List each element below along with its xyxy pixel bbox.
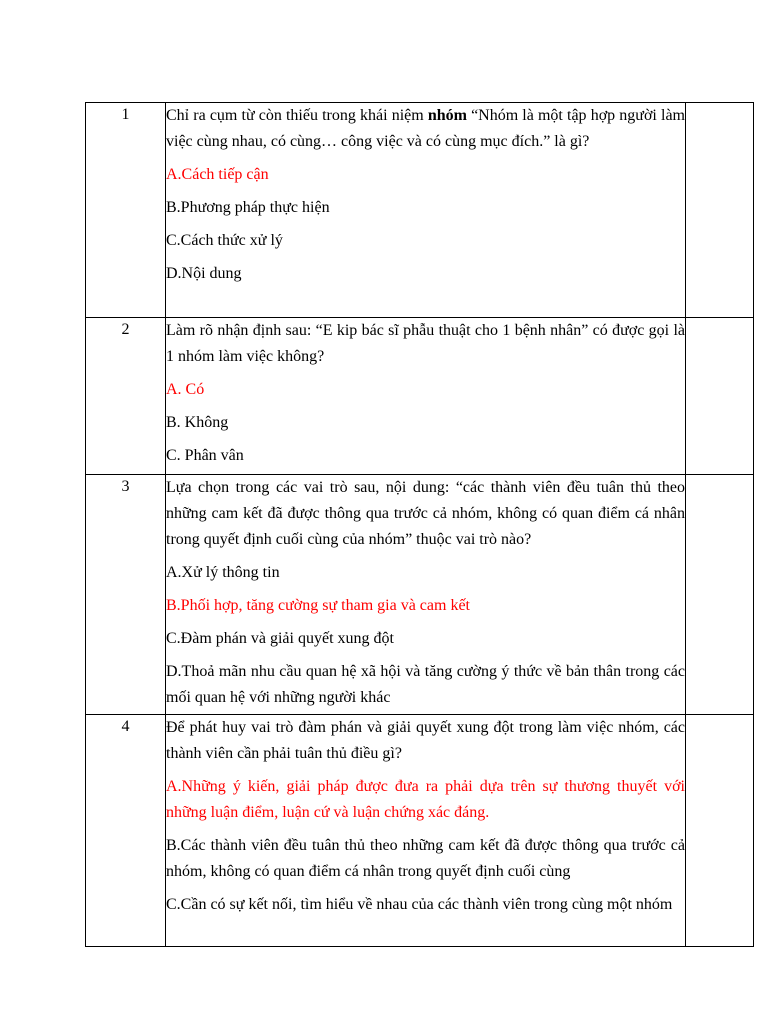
question-number: 1	[86, 103, 166, 318]
answer-option: C. Phân vân	[166, 447, 244, 464]
question-content	[166, 318, 686, 475]
answer-option-correct: A.Cách tiếp cận	[166, 166, 269, 183]
question-number: 2	[86, 318, 166, 475]
quiz-table	[85, 102, 754, 947]
question-text-part: Chỉ ra cụm từ còn thiếu trong khái niệm	[166, 107, 428, 124]
empty-cell	[686, 318, 754, 475]
question-text: Làm rõ nhận định sau: “E kip bác sĩ phẫu thuật cho 1 bệnh nhân” có được gọi là 1 nhóm làm việc không?	[166, 322, 685, 365]
question-row	[86, 475, 754, 715]
question-content	[166, 715, 686, 947]
answer-option: C.Cần có sự kết nối, tìm hiểu về nhau của các thành viên trong cùng một nhóm	[166, 896, 673, 913]
question-text: Lựa chọn trong các vai trò sau, nội dung: “các thành viên đều tuân thủ theo những cam kết đã được thông qua trước cả nhóm, không có quan điểm cá nhân trong quyết định cuối cùng của nhóm” thuộc vai trò nào?	[166, 479, 685, 548]
answer-option: D.Nội dung	[166, 265, 242, 282]
answer-option-correct: A. Có	[166, 381, 205, 398]
answer-option: B.Phương pháp thực hiện	[166, 199, 330, 216]
answer-option-correct: B.Phối hợp, tăng cường sự tham gia và cam kết	[166, 597, 470, 614]
empty-cell	[686, 103, 754, 318]
question-content	[166, 475, 686, 715]
question-number: 4	[86, 715, 166, 947]
question-keyword: nhóm	[427, 107, 467, 124]
question-row	[86, 103, 754, 318]
answer-option: B.Các thành viên đều tuân thủ theo những cam kết đã được thông qua trước cả nhóm, không có quan điểm cá nhân trong quyết định cuối cùng	[166, 837, 685, 880]
answer-option: C.Đàm phán và giải quyết xung đột	[166, 630, 394, 647]
question-text: Để phát huy vai trò đàm phán và giải quyết xung đột trong làm việc nhóm, các thành viên cần phải tuân thủ điều gì?	[166, 719, 685, 762]
question-text	[166, 103, 685, 155]
answer-option-correct: A.Những ý kiến, giải pháp được đưa ra phải dựa trên sự thương thuyết với những luận điểm, luận cứ và luận chứng xác đáng.	[166, 778, 685, 821]
question-row	[86, 318, 754, 475]
answer-option: C.Cách thức xử lý	[166, 232, 283, 249]
quiz-table-body	[86, 103, 754, 947]
answer-option: D.Thoả mãn nhu cầu quan hệ xã hội và tăng cường ý thức về bản thân trong các mối quan hệ với những người khác	[166, 663, 685, 706]
question-text-part: “Nhóm là một tập hợp người làm việc cùng nhau, có cùng… công việc và có cùng mục đích.” là gì?	[166, 107, 685, 150]
empty-cell	[686, 715, 754, 947]
answer-option: B. Không	[166, 414, 229, 431]
answer-option: A.Xử lý thông tin	[166, 564, 280, 581]
question-row	[86, 715, 754, 947]
empty-cell	[686, 475, 754, 715]
question-content	[166, 103, 686, 318]
question-number: 3	[86, 475, 166, 715]
